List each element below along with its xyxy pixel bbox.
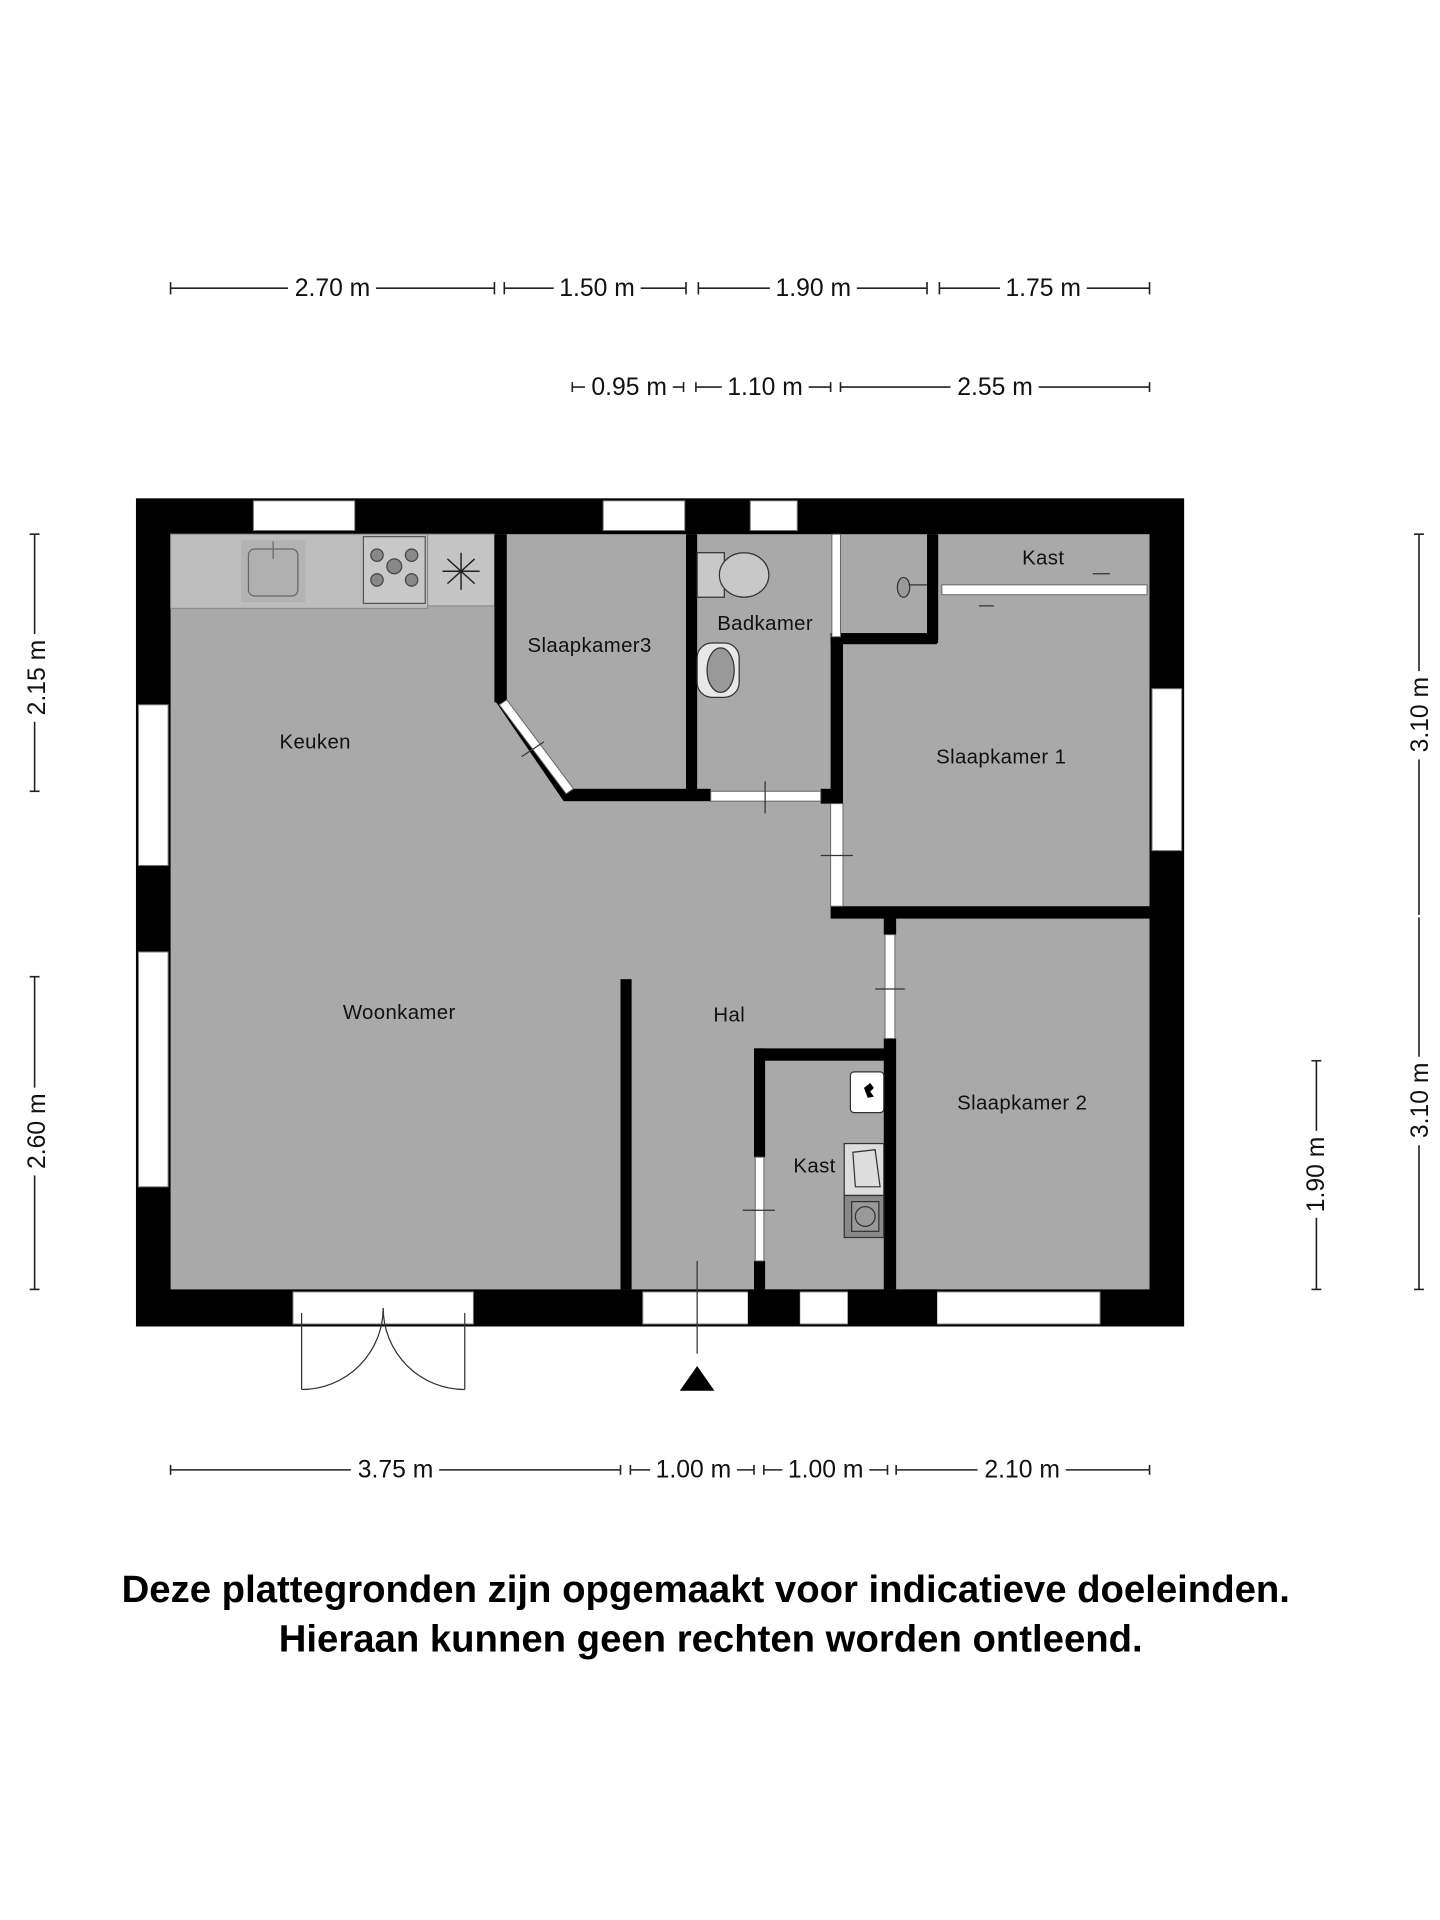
window xyxy=(750,501,797,531)
sliding-door-badkamer[interactable] xyxy=(832,534,841,637)
dimension-label: 2.60 m xyxy=(23,1093,51,1169)
dimension-col-left xyxy=(24,534,51,1289)
dimension-label: 0.95 m xyxy=(591,373,667,401)
room-label-badkamer: Badkamer xyxy=(717,612,814,635)
window xyxy=(1152,689,1182,851)
room-label-hal: Hal xyxy=(713,1004,746,1027)
dimension-label: 2.55 m xyxy=(957,373,1033,401)
door-kast-hal[interactable] xyxy=(755,1157,764,1261)
room-label-slaapkamer3: Slaapkamer3 xyxy=(527,635,652,658)
room-label-slaapkamer2: Slaapkamer 2 xyxy=(957,1092,1088,1115)
window xyxy=(603,501,685,531)
disclaimer-line-2: Hieraan kunnen geen rechten worden ontleend. xyxy=(278,1617,1143,1661)
window xyxy=(937,1292,1100,1324)
dryer-icon xyxy=(844,1144,884,1196)
dimension-col-right xyxy=(1303,534,1434,1289)
sink-icon xyxy=(241,540,305,602)
window xyxy=(138,952,168,1187)
dimension-label: 1.00 m xyxy=(787,1456,864,1484)
sliding-door-kast[interactable] xyxy=(942,585,1147,595)
dimension-row-top-2 xyxy=(572,374,1149,401)
room-label-kast: Kast xyxy=(1022,547,1065,570)
dimension-label: 3.10 m xyxy=(1406,1062,1434,1139)
room-label-slaapkamer1: Slaapkamer 1 xyxy=(936,746,1067,769)
washbasin-icon xyxy=(697,643,739,697)
door-slaapkamer2[interactable] xyxy=(885,935,895,1039)
building xyxy=(136,498,1184,1390)
dimension-row-top-1 xyxy=(171,275,1150,302)
room-label-keuken: Keuken xyxy=(279,731,351,754)
dimension-label: 1.00 m xyxy=(655,1456,732,1484)
dimension-label: 1.10 m xyxy=(727,373,803,401)
stove-icon xyxy=(363,537,425,604)
window xyxy=(253,501,354,531)
dimension-label: 1.90 m xyxy=(1303,1136,1331,1213)
toilet-icon xyxy=(697,553,769,597)
dimension-label: 2.70 m xyxy=(294,274,371,302)
room-label-kast-hal: Kast xyxy=(793,1155,836,1178)
dimension-label: 1.75 m xyxy=(1005,274,1082,302)
washing-machine-icon xyxy=(844,1195,884,1237)
window xyxy=(138,705,168,866)
dimension-label: 1.90 m xyxy=(775,274,852,302)
dimension-label: 1.50 m xyxy=(559,274,635,302)
dimension-label: 2.10 m xyxy=(984,1456,1061,1484)
dimension-label: 3.75 m xyxy=(357,1456,434,1484)
disclaimer-line-1: Deze plattegronden zijn opgemaakt voor indicatieve doeleinden. xyxy=(121,1568,1290,1612)
boiler-icon xyxy=(850,1072,883,1113)
dimension-row-bottom xyxy=(171,1457,1150,1484)
dimension-label: 3.10 m xyxy=(1406,676,1434,753)
window xyxy=(800,1292,848,1324)
dimension-label: 2.15 m xyxy=(23,639,51,716)
room-label-woonkamer: Woonkamer xyxy=(342,1002,456,1025)
